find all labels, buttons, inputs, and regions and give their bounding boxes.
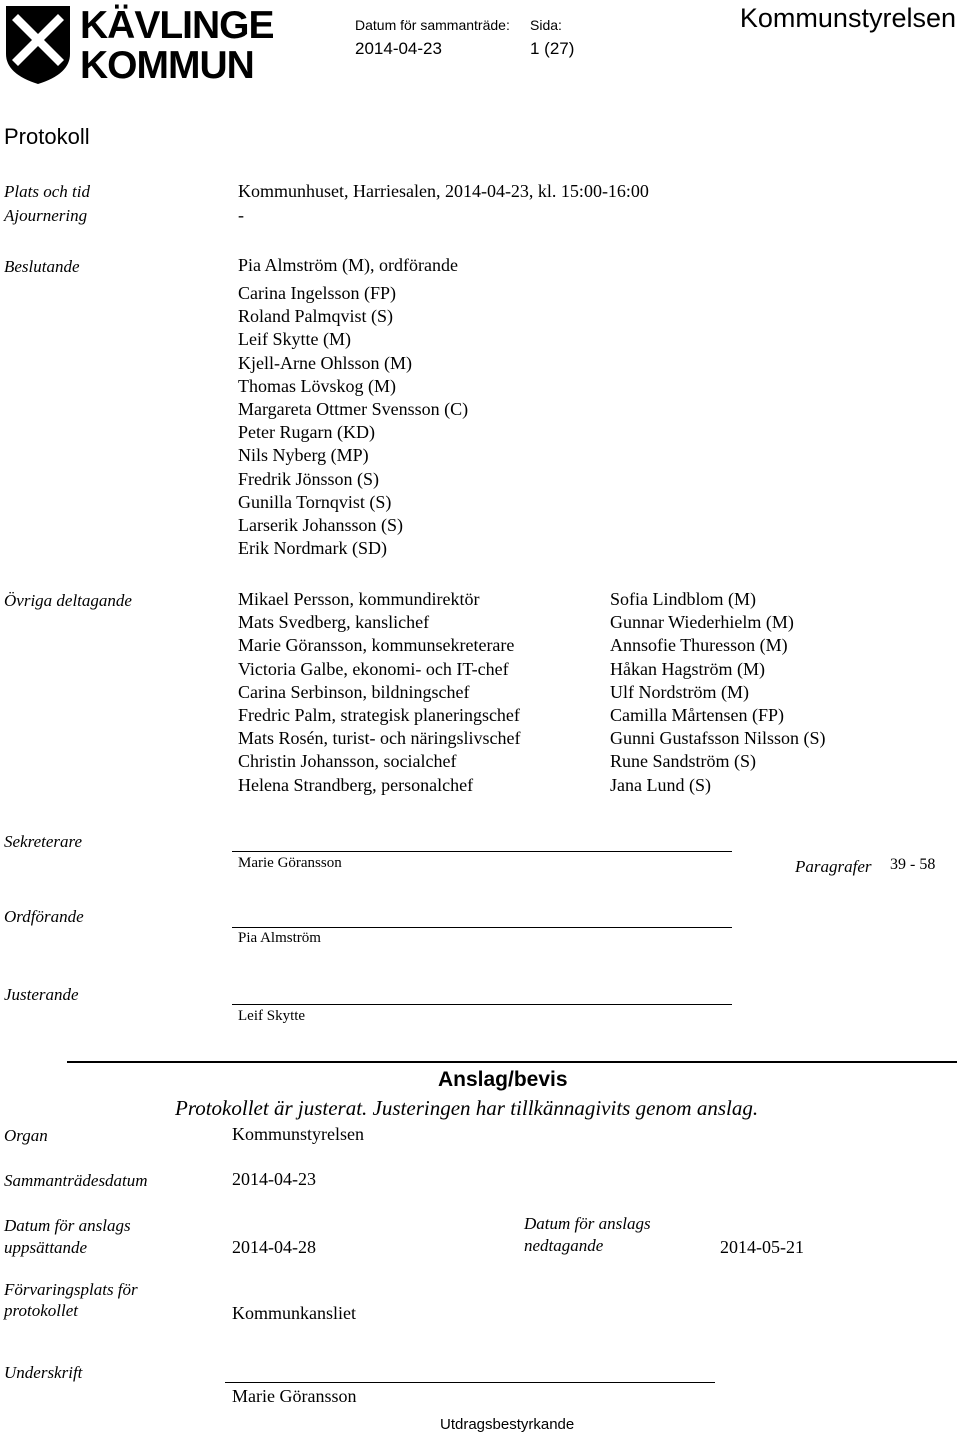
posted-date-label-line1: Datum för anslags: [4, 1216, 131, 1235]
list-item: Sofia Lindblom (M): [610, 589, 756, 609]
paragraphs-label: Paragrafer: [795, 857, 872, 876]
organ-label: Organ: [4, 1126, 48, 1145]
decision-makers-label: Beslutande: [4, 257, 80, 276]
page-label: Sida:: [530, 17, 562, 33]
list-item: Gunilla Tornqvist (S): [238, 491, 392, 512]
notice-divider: [67, 1061, 957, 1063]
body-title: Kommunstyrelsen: [739, 3, 956, 33]
list-item: Fredrik Jönsson (S): [238, 468, 380, 489]
storage-label-line2: protokollet: [4, 1301, 78, 1320]
list-item: Christin Johansson, socialchef: [238, 751, 457, 772]
chairman-signature-line: [232, 927, 732, 928]
notice-statement: Protokollet är justerat. Justeringen har tillkännagivits genom anslag.: [175, 1096, 759, 1120]
list-item: Marie Göransson, kommunsekreterare: [238, 635, 515, 656]
chair-member: Pia Almström (M), ordförande: [238, 255, 458, 275]
storage-value: Kommunkansliet: [232, 1303, 356, 1323]
other-participants-label: Övriga deltagande: [4, 591, 132, 610]
removed-date-label-line2: nedtagande: [524, 1236, 604, 1255]
storage-label-line1: Förvaringsplats för: [4, 1280, 138, 1299]
notice-title: Anslag/bevis: [438, 1068, 568, 1091]
list-item: Camilla Mårtensen (FP): [610, 704, 784, 725]
list-item: Erik Nordmark (SD): [238, 538, 387, 559]
list-item: Gunnar Wiederhielm (M): [610, 612, 794, 633]
list-item: Peter Rugarn (KD): [238, 422, 375, 443]
list-item: Mats Svedberg, kanslichef: [238, 612, 430, 633]
chairman-name: Pia Almström: [238, 930, 321, 946]
decision-members-list: [238, 282, 468, 560]
document-title: Protokoll: [4, 124, 90, 149]
signature-label: Underskrift: [4, 1363, 83, 1382]
logo-text-line2: KOMMUN: [80, 44, 254, 87]
posted-date-label-line2: uppsättande: [4, 1238, 88, 1257]
list-item: Margareta Ottmer Svensson (C): [238, 398, 469, 419]
adjuster-signature-line: [232, 1004, 732, 1005]
adjuster-label: Justerande: [4, 985, 79, 1004]
place-time-value: Kommunhuset, Harriesalen, 2014-04-23, kl. 15:00-16:00: [238, 181, 649, 201]
adjournment-value: -: [238, 205, 244, 225]
place-time-label: Plats och tid: [4, 182, 90, 201]
page-number: 1 (27): [530, 39, 575, 58]
chairman-label: Ordförande: [4, 907, 84, 926]
list-item: Leif Skytte (M): [238, 329, 351, 350]
list-item: Jana Lund (S): [610, 774, 711, 795]
list-item: Carina Ingelsson (FP): [238, 283, 396, 303]
logo-text-line1: KÄVLINGE: [80, 4, 274, 47]
secretary-name: Marie Göransson: [238, 855, 342, 871]
list-item: Annsofie Thuresson (M): [610, 635, 788, 656]
list-item: Kjell-Arne Ohlsson (M): [238, 352, 412, 373]
secretary-signature-line: [232, 851, 732, 852]
list-item: Fredric Palm, strategisk planeringschef: [238, 704, 520, 725]
secretary-label: Sekreterare: [4, 832, 83, 851]
removed-date-value: 2014-05-21: [720, 1237, 804, 1257]
adjournment-label: Ajournering: [4, 206, 88, 225]
removed-date-label-line1: Datum för anslags: [524, 1214, 651, 1233]
meeting-date-value-notice: 2014-04-23: [232, 1169, 316, 1189]
list-item: Gunni Gustafsson Nilsson (S): [610, 728, 826, 749]
municipal-cross-shield-icon: [4, 4, 72, 86]
list-item: Carina Serbinson, bildningschef: [238, 681, 470, 702]
paragraphs-value: 39 - 58: [890, 856, 936, 873]
meeting-date-label: Datum för sammanträde:: [355, 17, 510, 33]
list-item: Mikael Persson, kommundirektör: [238, 589, 480, 609]
signature-name: Marie Göransson: [232, 1386, 357, 1406]
meeting-date-label-notice: Sammanträdesdatum: [4, 1171, 148, 1190]
notice-signature-line: [225, 1382, 715, 1383]
adjuster-name: Leif Skytte: [238, 1008, 306, 1024]
list-item: Håkan Hagström (M): [610, 658, 765, 679]
list-item: Thomas Lövskog (M): [238, 375, 396, 396]
other-participants-col2: [610, 588, 826, 797]
other-participants-col1: [238, 588, 520, 797]
list-item: Ulf Nordström (M): [610, 681, 749, 702]
list-item: Roland Palmqvist (S): [238, 306, 394, 327]
list-item: Rune Sandström (S): [610, 751, 756, 772]
certify-caption: Utdragsbestyrkande: [440, 1416, 575, 1433]
meeting-date-value: 2014-04-23: [355, 39, 442, 58]
list-item: Nils Nyberg (MP): [238, 445, 369, 466]
organ-value: Kommunstyrelsen: [232, 1124, 364, 1144]
posted-date-value: 2014-04-28: [232, 1237, 316, 1257]
list-item: Victoria Galbe, ekonomi- och IT-chef: [238, 658, 509, 679]
list-item: Mats Rosén, turist- och näringslivschef: [238, 728, 521, 749]
list-item: Larserik Johansson (S): [238, 514, 403, 535]
list-item: Helena Strandberg, personalchef: [238, 774, 474, 795]
